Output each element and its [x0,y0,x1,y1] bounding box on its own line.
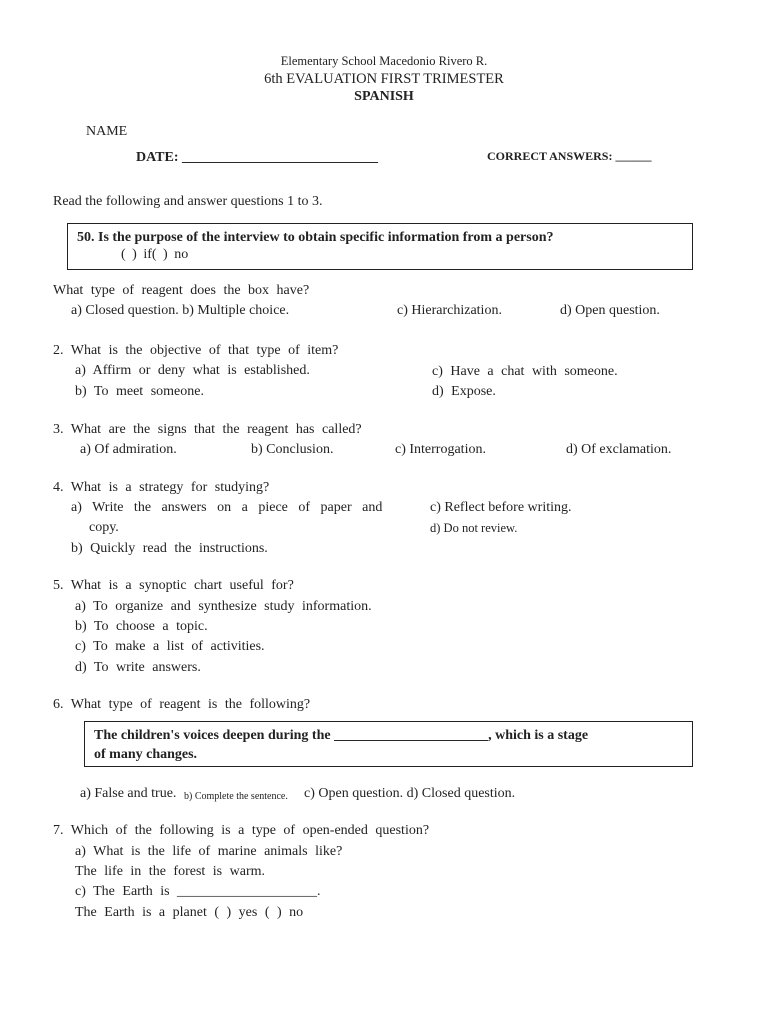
q3-option-d: d) Of exclamation. [566,442,672,457]
q4-option-d: d) Do not review. [430,521,518,535]
q1-option-c: c) Hierarchization. [397,303,502,318]
q4-option-a-line2: copy. [89,520,119,535]
q2-option-d: d) Expose. [432,384,496,399]
question-1: What type of reagent does the box have? [53,283,310,298]
q2-option-b: b) To meet someone. [75,384,204,399]
box-options: ( ) if( ) no [121,247,189,262]
question-7: 7. Which of the following is a type of open-ended question? [53,823,430,838]
question-4: 4. What is a strategy for studying? [53,480,270,495]
q4-option-b: b) Quickly read the instructions. [71,541,268,556]
q5-option-b: b) To choose a topic. [75,619,208,634]
date-field: DATE: ____________________________ [136,150,379,165]
q4-option-c: c) Reflect before writing. [430,500,572,515]
q6-option-b: b) Complete the sentence. [184,791,288,802]
subject-title: SPANISH [354,89,414,104]
correct-answers-field: CORRECT ANSWERS: ______ [487,149,652,163]
q6-option-cd: c) Open question. d) Closed question. [304,786,516,801]
q1-option-ab: a) Closed question. b) Multiple choice. [71,303,290,318]
school-name: Elementary School Macedonio Rivero R. [280,54,488,68]
q7-option-d: The Earth is a planet ( ) yes ( ) no [75,905,304,920]
sentence-box-line1: The children's voices deepen during the ______________________, which is a stage [94,728,589,743]
question-6: 6. What type of reagent is the following? [53,697,311,712]
question-3: 3. What are the signs that the reagent has called? [53,422,362,437]
q3-option-b: b) Conclusion. [251,442,334,457]
sentence-box [84,721,693,767]
q3-option-c: c) Interrogation. [395,442,486,457]
intro-text: Read the following and answer questions 1 to 3. [53,194,323,209]
evaluation-title: 6th EVALUATION FIRST TRIMESTER [264,71,504,87]
q7-option-c: c) The Earth is ____________________. [75,884,321,899]
sentence-box-line2: of many changes. [94,747,198,762]
q7-option-b: The life in the forest is warm. [75,864,266,879]
question-2: 2. What is the objective of that type of item? [53,343,339,358]
q4-option-a-line1: a) Write the answers on a piece of paper and [71,500,383,515]
question-box [67,223,693,270]
q5-option-c: c) To make a list of activities. [75,639,265,654]
q6-option-a: a) False and true. [80,786,177,801]
box-question-text: 50. Is the purpose of the interview to obtain specific information from a person? [77,230,554,245]
question-5: 5. What is a synoptic chart useful for? [53,578,294,593]
name-label: NAME [86,124,128,139]
q5-option-d: d) To write answers. [75,660,201,675]
q1-option-d: d) Open question. [560,303,660,318]
q2-option-c: c) Have a chat with someone. [432,364,618,379]
q5-option-a: a) To organize and synthesize study information. [75,599,372,614]
q2-option-a: a) Affirm or deny what is established. [75,363,310,378]
q7-option-a: a) What is the life of marine animals like? [75,844,343,859]
q3-option-a: a) Of admiration. [80,442,177,457]
